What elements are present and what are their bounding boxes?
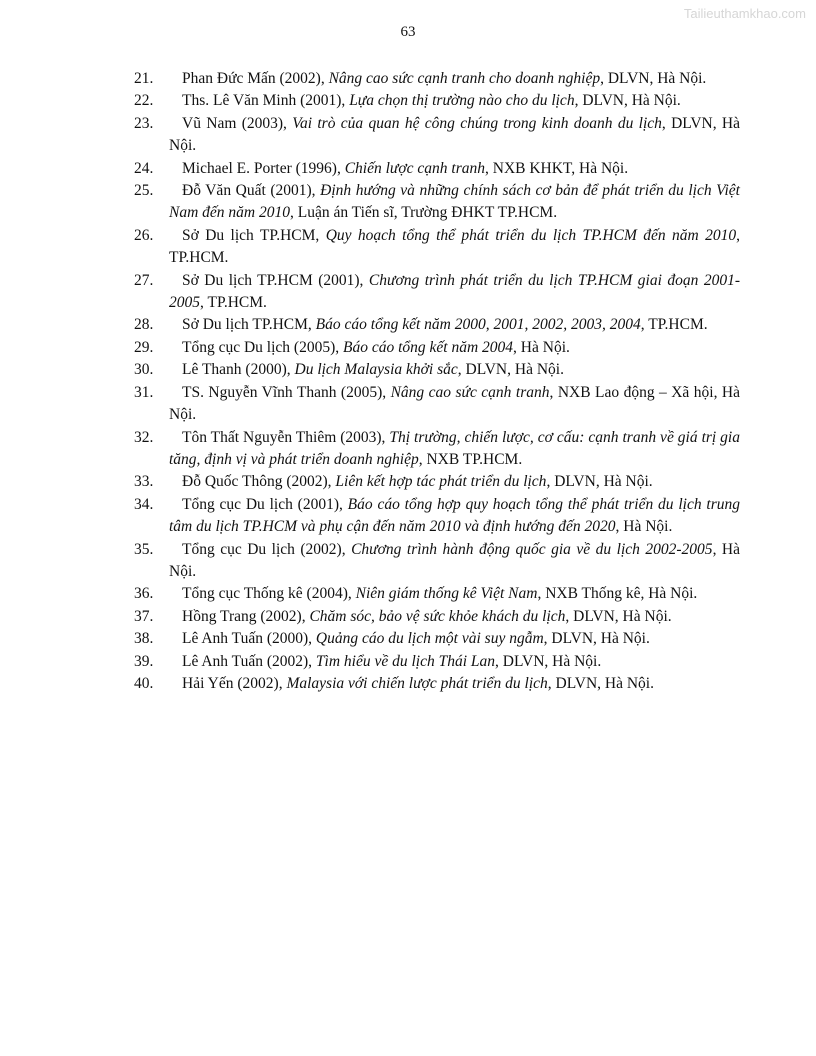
reference-text (169, 180, 740, 225)
reference-item (134, 539, 740, 584)
reference-item (134, 606, 740, 628)
reference-number: 23. (134, 114, 154, 132)
reference-text (169, 606, 740, 628)
reference-title: Nâng cao sức cạnh tranh (390, 383, 550, 401)
reference-item (134, 68, 740, 90)
reference-title: Du lịch Malaysia khởi sắc (294, 361, 458, 379)
reference-title: Liên kết hợp tác phát triển du lịch (335, 473, 547, 491)
reference-author: Ths. Lê Văn Minh (2001), (182, 92, 350, 110)
reference-item (134, 427, 740, 472)
reference-number: 36. (134, 585, 154, 603)
reference-author: Lê Anh Tuấn (2002), (182, 652, 316, 670)
reference-publisher: , DLVN, Hà Nội. (495, 652, 602, 670)
reference-author: Hồng Trang (2002), (182, 607, 310, 625)
reference-item (134, 225, 740, 270)
reference-publisher: , TP.HCM. (640, 316, 708, 334)
reference-author: Vũ Nam (2003), (182, 114, 293, 132)
reference-publisher: , DLVN, Hà Nội. (574, 92, 681, 110)
reference-title: Lựa chọn thị trường nào cho du lịch (349, 92, 575, 110)
reference-number: 32. (134, 428, 154, 446)
reference-text (169, 628, 740, 650)
reference-text (169, 382, 740, 427)
reference-publisher: , Hà Nội. (169, 540, 741, 580)
reference-publisher: , DLVN, Hà Nội. (565, 607, 672, 625)
reference-number: 37. (134, 607, 154, 625)
reference-author: Đỗ Văn Quất (2001), (182, 182, 321, 200)
reference-title: Quảng cáo du lịch một vài suy ngẫm (315, 630, 544, 648)
reference-title: Malaysia với chiến lược phát triển du lịch (286, 674, 548, 692)
reference-author: Tổng cục Thống kê (2004), (182, 585, 356, 603)
reference-text (169, 314, 740, 336)
reference-publisher: , Hà Nội. (615, 518, 673, 536)
reference-title: Tìm hiểu về du lịch Thái Lan (315, 652, 496, 670)
reference-item (134, 494, 740, 539)
reference-text (169, 158, 740, 180)
reference-title: Vai trò của quan hệ công chúng trong kinh doanh du lịch (292, 114, 662, 132)
reference-author: Tôn Thất Nguyễn Thiêm (2003), (182, 428, 390, 446)
reference-number: 39. (134, 652, 154, 670)
reference-text (169, 90, 740, 112)
reference-publisher: , NXB Lao động – Xã hội, Hà Nội. (169, 383, 740, 424)
reference-number: 27. (134, 271, 154, 289)
reference-text (169, 673, 740, 695)
reference-number: 35. (134, 540, 154, 558)
reference-title: Báo cáo tổng hợp quy hoạch tổng thể phát triển du lịch trung tâm du lịch TP.HCM và phụ cận đến năm 2010 và định hướng đến 2020 (169, 495, 740, 536)
reference-number: 25. (134, 182, 154, 200)
reference-title: Quy hoạch tổng thể phát triển du lịch TP.HCM đến năm 2010 (325, 226, 737, 244)
reference-title: Báo cáo tổng kết năm 2000, 2001, 2002, 2003, 2004 (315, 316, 641, 334)
reference-text (169, 337, 740, 359)
reference-item (134, 651, 740, 673)
reference-author: Sở Du lịch TP.HCM, (182, 226, 326, 244)
reference-publisher: , DLVN, Hà Nội. (600, 70, 707, 87)
reference-text (169, 427, 740, 472)
reference-item (134, 90, 740, 112)
reference-title: Nâng cao sức cạnh tranh cho doanh nghiệp (328, 70, 601, 87)
reference-item (134, 113, 740, 158)
reference-publisher: , NXB Thống kê, Hà Nội. (537, 585, 698, 603)
reference-number: 26. (134, 226, 154, 244)
reference-text (169, 359, 740, 381)
reference-author: Sở Du lịch TP.HCM (2001), (182, 271, 369, 289)
reference-author: Hải Yến (2002), (182, 674, 287, 692)
reference-number: 38. (134, 630, 154, 648)
reference-publisher: , DLVN, Hà Nội. (547, 674, 654, 692)
reference-text (169, 113, 740, 158)
reference-author: Sở Du lịch TP.HCM, (182, 316, 316, 334)
reference-list (134, 68, 740, 695)
reference-author: Michael E. Porter (1996), (182, 159, 345, 177)
reference-item (134, 673, 740, 695)
reference-publisher: , Hà Nội. (513, 338, 570, 356)
reference-text (169, 583, 740, 605)
reference-number: 31. (134, 383, 154, 401)
reference-item (134, 180, 740, 225)
reference-number: 33. (134, 473, 154, 491)
reference-text (169, 225, 740, 270)
reference-number: 30. (134, 361, 154, 379)
reference-text (169, 651, 740, 673)
reference-item (134, 471, 740, 493)
reference-item (134, 270, 740, 315)
reference-author: Tổng cục Du lịch (2002), (182, 540, 352, 558)
reference-author: Tổng cục Du lịch (2005), (182, 338, 343, 356)
reference-title: Báo cáo tổng kết năm 2004 (343, 338, 514, 356)
reference-publisher: , DLVN, Hà Nội. (457, 361, 564, 379)
reference-item (134, 337, 740, 359)
reference-item (134, 628, 740, 650)
reference-author: Lê Thanh (2000), (182, 361, 295, 379)
reference-publisher: , DLVN, Hà Nội. (543, 630, 650, 648)
reference-title: Chương trình hành động quốc gia về du lịch 2002-2005 (351, 540, 713, 558)
reference-text (169, 471, 740, 493)
reference-number: 28. (134, 316, 154, 334)
reference-title: Chiến lược cạnh tranh (344, 159, 485, 177)
reference-author: Đỗ Quốc Thông (2002), (182, 473, 336, 491)
reference-item (134, 158, 740, 180)
reference-publisher: , DLVN, Hà Nội. (169, 114, 740, 155)
reference-title: Định hướng và những chính sách cơ bản để phát triển du lịch Việt Nam đến năm 2010 (169, 182, 740, 222)
reference-text (169, 68, 740, 90)
reference-publisher: , DLVN, Hà Nội. (546, 473, 653, 491)
reference-number: 29. (134, 338, 154, 356)
reference-publisher: , NXB KHKT, Hà Nội. (485, 159, 629, 177)
reference-item (134, 382, 740, 427)
reference-publisher: , TP.HCM. (200, 294, 267, 312)
reference-number: 24. (134, 159, 154, 177)
reference-item (134, 583, 740, 605)
reference-title: Thị trường, chiến lược, cơ cấu: cạnh tranh về giá trị gia tăng, định vị và phát triển doanh nghiệp (169, 428, 740, 468)
watermark-text: Tailieuthamkhao.com (683, 6, 806, 21)
reference-text (169, 270, 740, 315)
reference-title: Chương trình phát triển du lịch TP.HCM giai đoạn 2001-2005 (169, 271, 741, 312)
reference-text (169, 539, 740, 584)
reference-author: Tổng cục Du lịch (2001), (182, 495, 348, 513)
reference-author: TS. Nguyễn Vĩnh Thanh (2005), (182, 383, 391, 401)
reference-author: Phan Đức Mấn (2002), (182, 70, 329, 87)
page-number: 63 (400, 24, 416, 40)
reference-publisher: , TP.HCM. (169, 226, 740, 267)
reference-author: Lê Anh Tuấn (2000), (182, 630, 316, 648)
reference-title: Chăm sóc, bảo vệ sức khỏe khách du lịch (309, 607, 566, 625)
reference-item (134, 314, 740, 336)
reference-title: Niên giám thống kê Việt Nam (355, 585, 538, 603)
reference-number: 21. (134, 70, 154, 87)
reference-publisher: , Luận án Tiến sĩ, Trường ĐHKT TP.HCM. (289, 204, 558, 222)
reference-number: 22. (134, 92, 154, 110)
reference-text (169, 494, 740, 539)
reference-number: 40. (134, 674, 154, 692)
reference-item (134, 359, 740, 381)
reference-number: 34. (134, 495, 154, 513)
reference-publisher: , NXB TP.HCM. (418, 450, 523, 468)
